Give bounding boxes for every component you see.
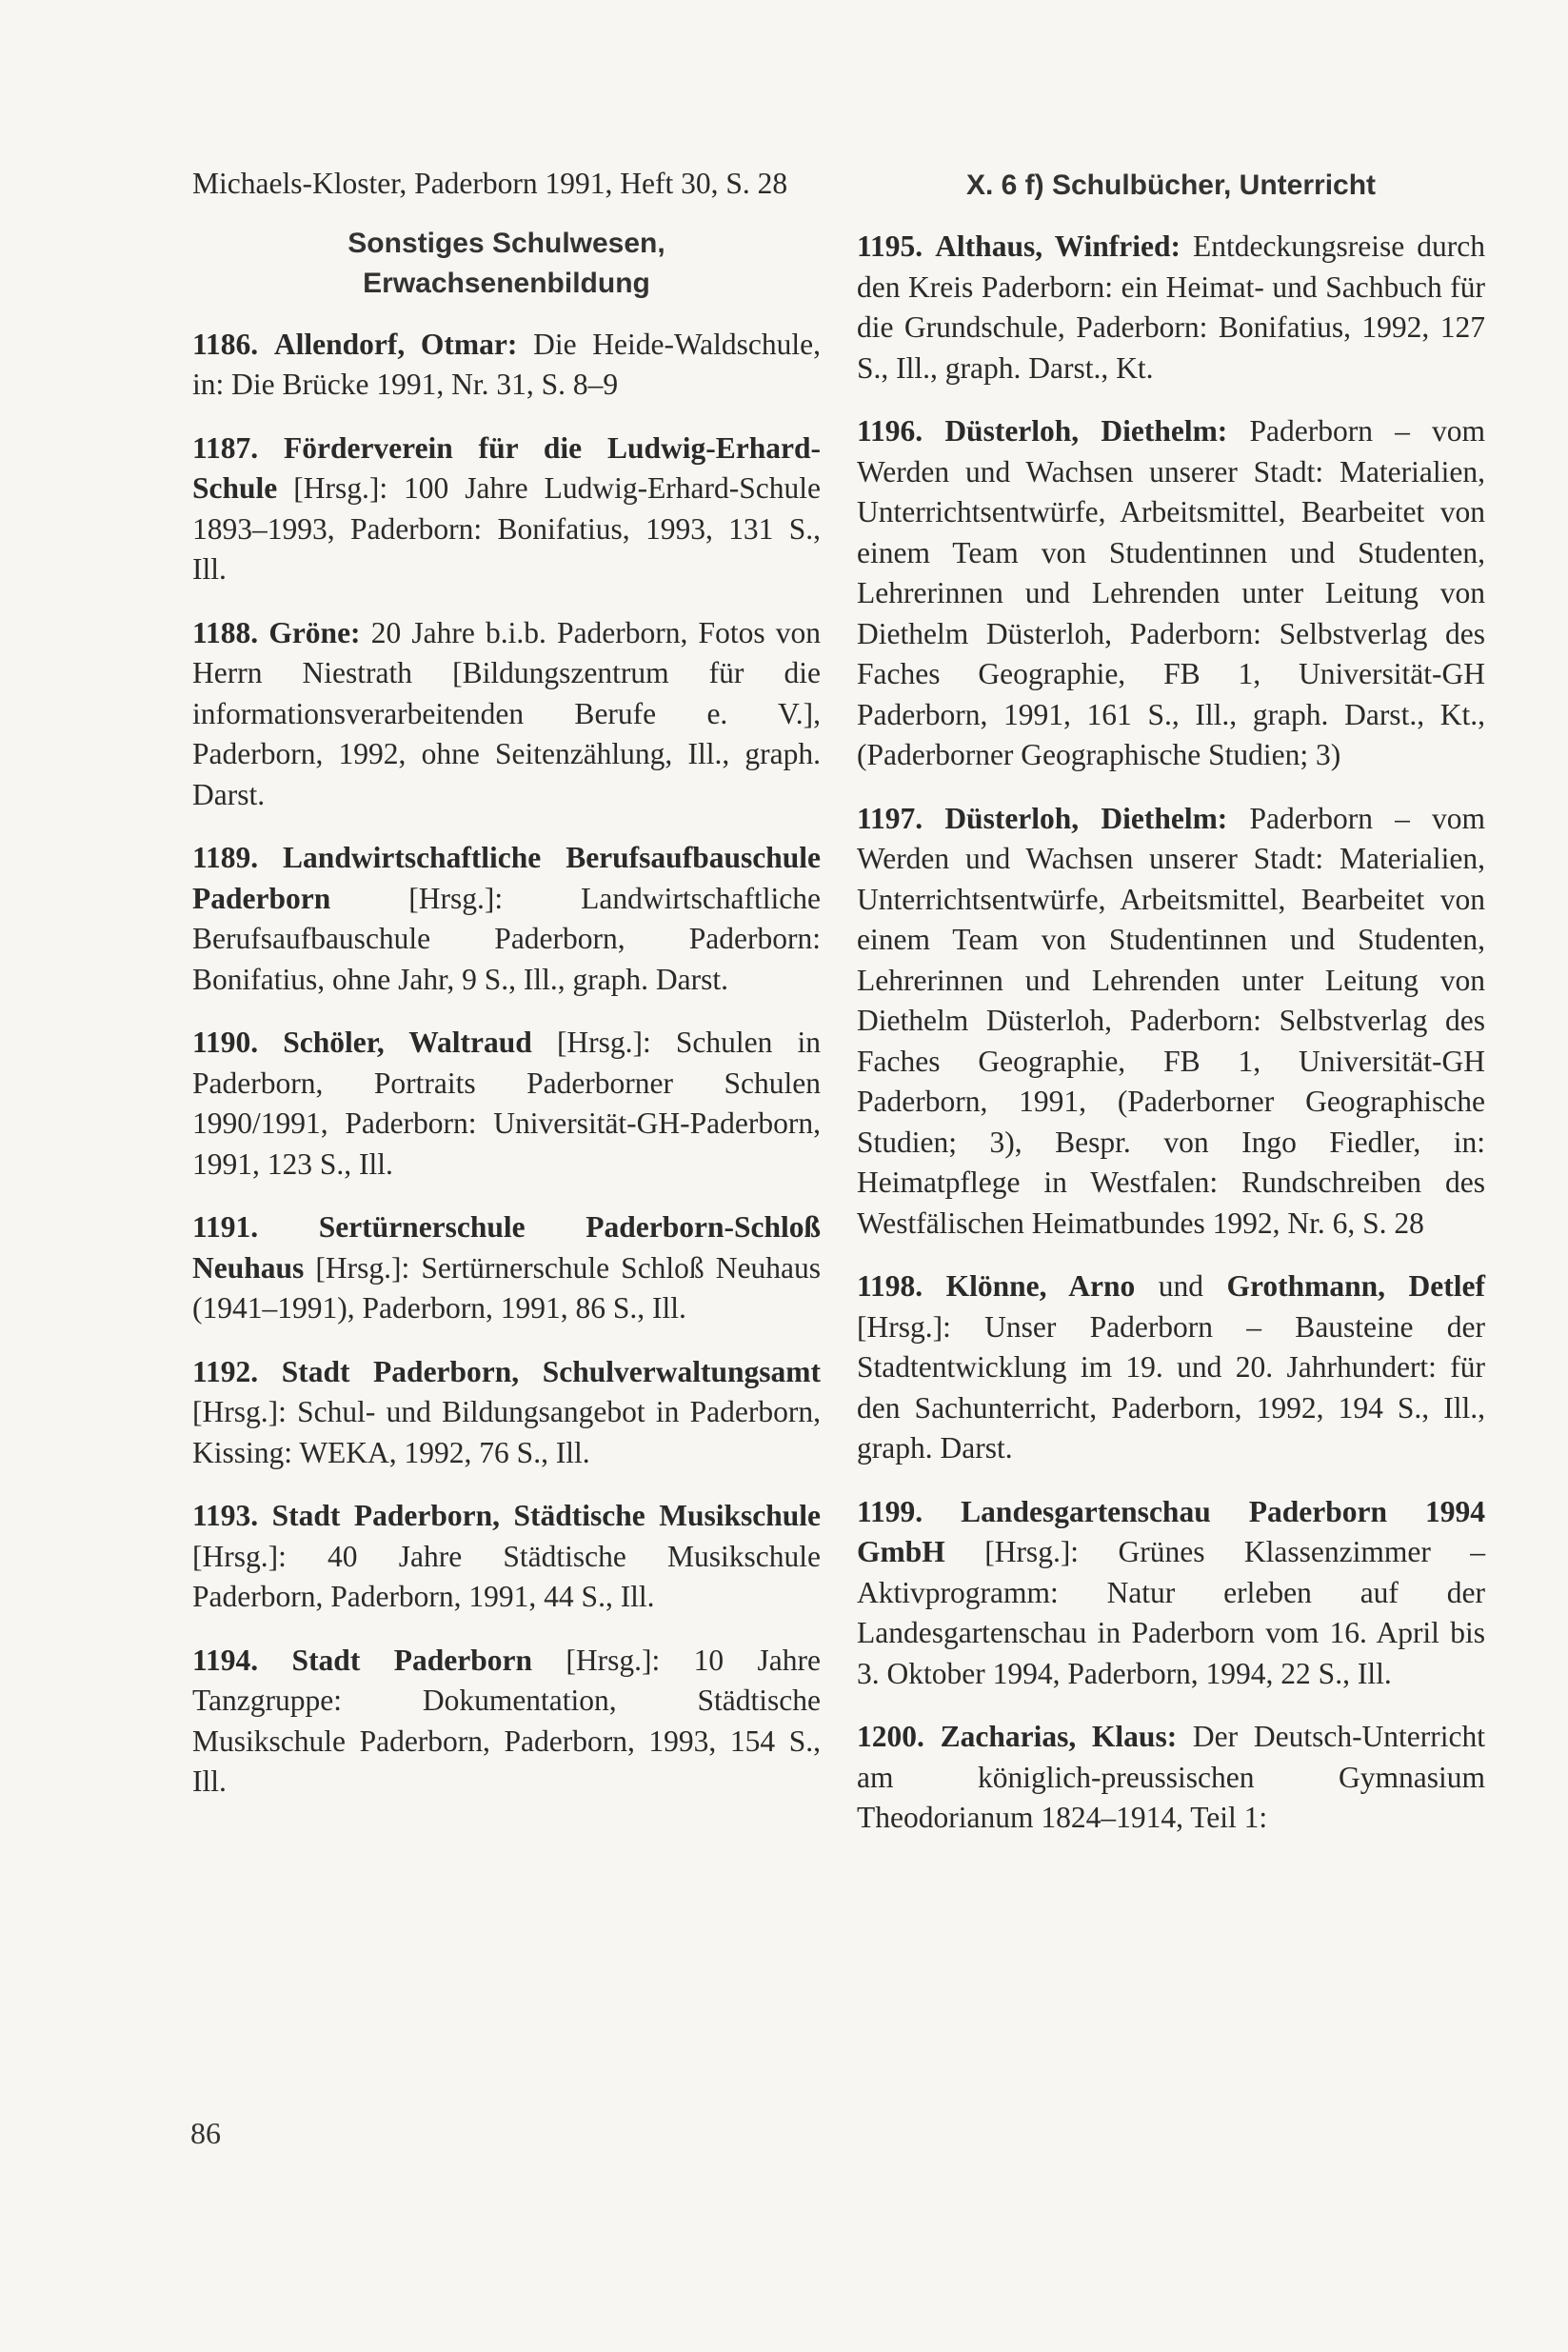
entry-text: [Hrsg.]: Unser Paderborn – Bausteine der Stadtentwicklung im 19. und 20. Jahrhundert: für den Sachunterricht, Paderborn, 1992, 194 S., Ill., graph. Darst. — [857, 1309, 1485, 1465]
entry-author: Stadt Paderborn, Städtische Musikschule — [271, 1499, 821, 1532]
entry-number: 1198. — [857, 1269, 923, 1303]
entry-author: Gröne: — [268, 615, 361, 649]
entry-text: [Hrsg.]: Grünes Klassenzimmer – Aktivprogramm: Natur erleben auf der Landesgartenschau in Paderborn vom 16. April bis 3. Oktober 1994, Paderborn, 1994, 22 S., Ill. — [857, 1535, 1485, 1690]
entry-number: 1186. — [192, 327, 259, 361]
right-column — [857, 164, 1485, 1862]
entry-1196 — [857, 411, 1485, 776]
entry-text: [Hrsg.]: Landwirtschaftliche Berufsaufbauschule Paderborn, Paderborn: Bonifatius, ohne Jahr, 9 S., Ill., graph. Darst. — [192, 881, 821, 996]
entry-author: Stadt Paderborn — [291, 1643, 532, 1677]
entry-number: 1199. — [857, 1494, 923, 1528]
section-heading-sonstiges — [192, 224, 821, 304]
left-column — [192, 164, 821, 1825]
entry-1187 — [192, 429, 821, 590]
entry-author: Düsterloh, Diethelm: — [944, 801, 1228, 835]
entry-text: [Hrsg.]: Schulen in Paderborn, Portraits Paderborner Schulen 1990/1991, Paderborn: Universität-GH-Paderborn, 1991, 123 S., Ill. — [192, 1026, 822, 1181]
entry-author: Klönne, Arno — [945, 1269, 1136, 1303]
page-number: 86 — [190, 2116, 221, 2150]
section-heading-schulbuecher: X. 6 f) Schulbücher, Unterricht — [965, 169, 1377, 201]
entry-joiner: und — [1158, 1269, 1203, 1303]
entry-number: 1192. — [192, 1354, 259, 1388]
entry-number: 1191. — [192, 1210, 259, 1244]
entry-author: Düsterloh, Diethelm: — [944, 414, 1228, 448]
entry-author: Sertürnerschule Paderborn-Schloß Neuhaus — [192, 1210, 821, 1285]
entry-author: Landwirtschaftliche Berufsaufbauschule Paderborn — [192, 841, 821, 915]
entry-author-2: Grothmann, Detlef — [1226, 1269, 1485, 1303]
entry-text: Paderborn – vom Werden und Wachsen unserer Stadt: Materialien, Unterrichtsentwürfe, Arbeitsmittel, Bearbeitet von einem Team von Studentinnen und Studenten, Lehrerinnen und Lehrenden unter Leitung von Diethelm Düsterloh, Paderborn: Selbstverlag des Faches Geographie, FB 1, Universität-GH Paderborn, 1991, 161 S., Ill., graph. Darst., Kt., (Paderborner Geographische Studien; 3) — [857, 414, 1486, 771]
entry-text: Die Heide-Waldschule, in: Die Brücke 1991, Nr. 31, S. 8–9 — [192, 327, 821, 401]
entry-author: Schöler, Waltraud — [283, 1026, 532, 1059]
entry-author: Landesgartenschau Paderborn 1994 GmbH — [857, 1494, 1486, 1568]
entry-1197 — [857, 799, 1485, 1245]
section-heading-line-1: Sonstiges Schulwesen, — [347, 227, 665, 259]
entry-1193 — [192, 1496, 821, 1618]
entry-author: Allendorf, Otmar: — [273, 327, 518, 361]
entry-author: Althaus, Winfried: — [935, 229, 1181, 263]
entry-author: Stadt Paderborn, Schulverwaltungsamt — [281, 1354, 822, 1388]
entry-1190 — [192, 1023, 821, 1185]
entry-1188 — [192, 613, 821, 816]
entry-number: 1187. — [192, 430, 259, 465]
entry-number: 1194. — [192, 1643, 259, 1677]
entry-text: Der Deutsch-Unterricht am königlich-preussischen Gymnasium Theodorianum 1824–1914, Teil 1: — [857, 1720, 1486, 1834]
entry-number: 1190. — [192, 1026, 259, 1059]
entry-1198 — [857, 1266, 1485, 1469]
entry-number: 1197. — [857, 801, 923, 835]
entry-number: 1196. — [857, 414, 923, 448]
entry-text: [Hrsg.]: 100 Jahre Ludwig-Erhard-Schule 1893–1993, Paderborn: Bonifatius, 1993, 131 S., Ill. — [192, 471, 821, 586]
entry-1186 — [192, 325, 821, 406]
entry-text: [Hrsg.]: 40 Jahre Städtische Musikschule Paderborn, Paderborn, 1991, 44 S., Ill. — [192, 1539, 821, 1613]
continued-entry-text: Michaels-Kloster, Paderborn 1991, Heft 30, S. 28 — [192, 167, 788, 200]
entry-number: 1189. — [192, 841, 259, 874]
entry-number: 1188. — [192, 615, 259, 649]
entry-1199 — [857, 1492, 1485, 1695]
entry-text: [Hrsg.]: Sertürnerschule Schloß Neuhaus (1941–1991), Paderborn, 1991, 86 S., Ill. — [192, 1250, 822, 1325]
entry-author: Förderverein für die Ludwig-Erhard-Schule — [192, 430, 822, 505]
entry-text: Entdeckungsreise durch den Kreis Paderborn: ein Heimat- und Sachbuch für die Grundschule, Paderborn: Bonifatius, 1992, 127 S., Ill., graph. Darst., Kt. — [857, 229, 1485, 385]
entry-1192 — [192, 1352, 821, 1474]
section-heading-line-2: Erwachsenenbildung — [363, 267, 650, 299]
entry-text: [Hrsg.]: Schul- und Bildungsangebot in Paderborn, Kissing: WEKA, 1992, 76 S., Ill. — [192, 1395, 821, 1469]
entry-1189 — [192, 838, 821, 1000]
entry-1194 — [192, 1641, 821, 1803]
entry-number: 1193. — [192, 1499, 259, 1532]
entry-text: 20 Jahre b.i.b. Paderborn, Fotos von Herrn Niestrath [Bildungszentrum für die informationsverarbeitenden Berufe e. V.], Paderborn, 1992, ohne Seitenzählung, Ill., graph. Darst. — [192, 615, 822, 811]
entry-text: [Hrsg.]: 10 Jahre Tanzgruppe: Dokumentation, Städtische Musikschule Paderborn, Paderborn, 1993, 154 S., Ill. — [192, 1643, 821, 1798]
entry-number: 1200. — [857, 1720, 924, 1753]
entry-1200 — [857, 1717, 1485, 1839]
entry-1195 — [857, 227, 1485, 389]
entry-number: 1195. — [857, 229, 923, 263]
entry-text: Paderborn – vom Werden und Wachsen unserer Stadt: Materialien, Unterrichtsentwürfe, Arbeitsmittel, Bearbeitet von einem Team von Studentinnen und Studenten, Lehrerinnen und Lehrenden unter Leitung von Diethelm Düsterloh, Paderborn: Selbstverlag des Faches Geographie, FB 1, Universität-GH Paderborn, 1991, (Paderborner Geographische Studien; 3), Bespr. von Ingo Fiedler, in: Heimatpflege in Westfalen: Rundschreiben des Westfälischen Heimatbundes 1992, Nr. 6, S. 28 — [857, 801, 1486, 1240]
entry-1191 — [192, 1207, 821, 1329]
entry-author: Zacharias, Klaus: — [940, 1720, 1178, 1753]
